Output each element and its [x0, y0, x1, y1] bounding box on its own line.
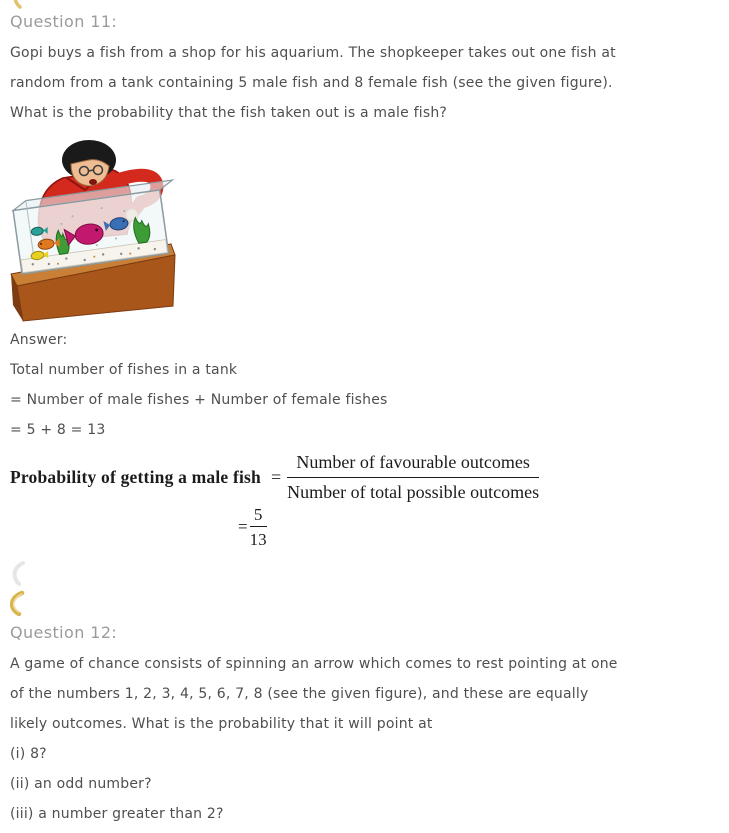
question-12-text-line: of the numbers 1, 2, 3, 4, 5, 6, 7, 8 (see the given figure), and these are equally [10, 686, 589, 702]
question-12-text-line: likely outcomes. What is the probability that it will point at [10, 716, 433, 732]
fraction-denominator: Number of total possible outcomes [287, 481, 540, 502]
result-numerator: 5 [250, 504, 267, 527]
answer-text-line: = 5 + 8 = 13 [10, 422, 106, 438]
question-12-item: (iii) a number greater than 2? [10, 806, 224, 822]
probability-result [238, 504, 267, 551]
aquarium-figure [5, 138, 177, 324]
crescent-icon-gold [4, 590, 30, 622]
question-12-item: (i) 8? [10, 746, 47, 762]
question-12-items [10, 739, 224, 829]
question-12-item: (ii) an odd number? [10, 776, 152, 792]
answer-block [10, 325, 388, 445]
question-11-text-line: random from a tank containing 5 male fish and 8 female fish (see the given figure). [10, 75, 613, 91]
equals-sign: = [238, 517, 248, 537]
answer-text-line: Total number of fishes in a tank [10, 362, 238, 378]
question-12-heading: Question 12: [10, 623, 118, 642]
answer-label: Answer: [10, 332, 68, 348]
fraction-numerator: Number of favourable outcomes [287, 450, 539, 477]
question-11-text-line: Gopi buys a fish from a shop for his aquarium. The shopkeeper takes out one fish at [10, 45, 616, 61]
formula-lhs: Probability of getting a male fish [10, 466, 261, 487]
question-12-paragraph [10, 649, 618, 739]
crescent-icon-light [8, 560, 30, 592]
question-11-paragraph [10, 38, 616, 128]
boy-with-aquarium-illustration [5, 138, 177, 324]
answer-text-line: = Number of male fishes + Number of female fishes [10, 392, 388, 408]
result-denominator: 13 [249, 530, 267, 550]
equals-sign: = [270, 466, 282, 487]
question-12-text-line: A game of chance consists of spinning an arrow which comes to rest pointing at one [10, 656, 618, 672]
result-fraction [250, 504, 267, 551]
probability-formula [10, 448, 539, 506]
fraction [287, 450, 539, 504]
question-11-heading: Question 11: [10, 12, 118, 31]
question-11-text-line: What is the probability that the fish taken out is a male fish? [10, 105, 448, 121]
